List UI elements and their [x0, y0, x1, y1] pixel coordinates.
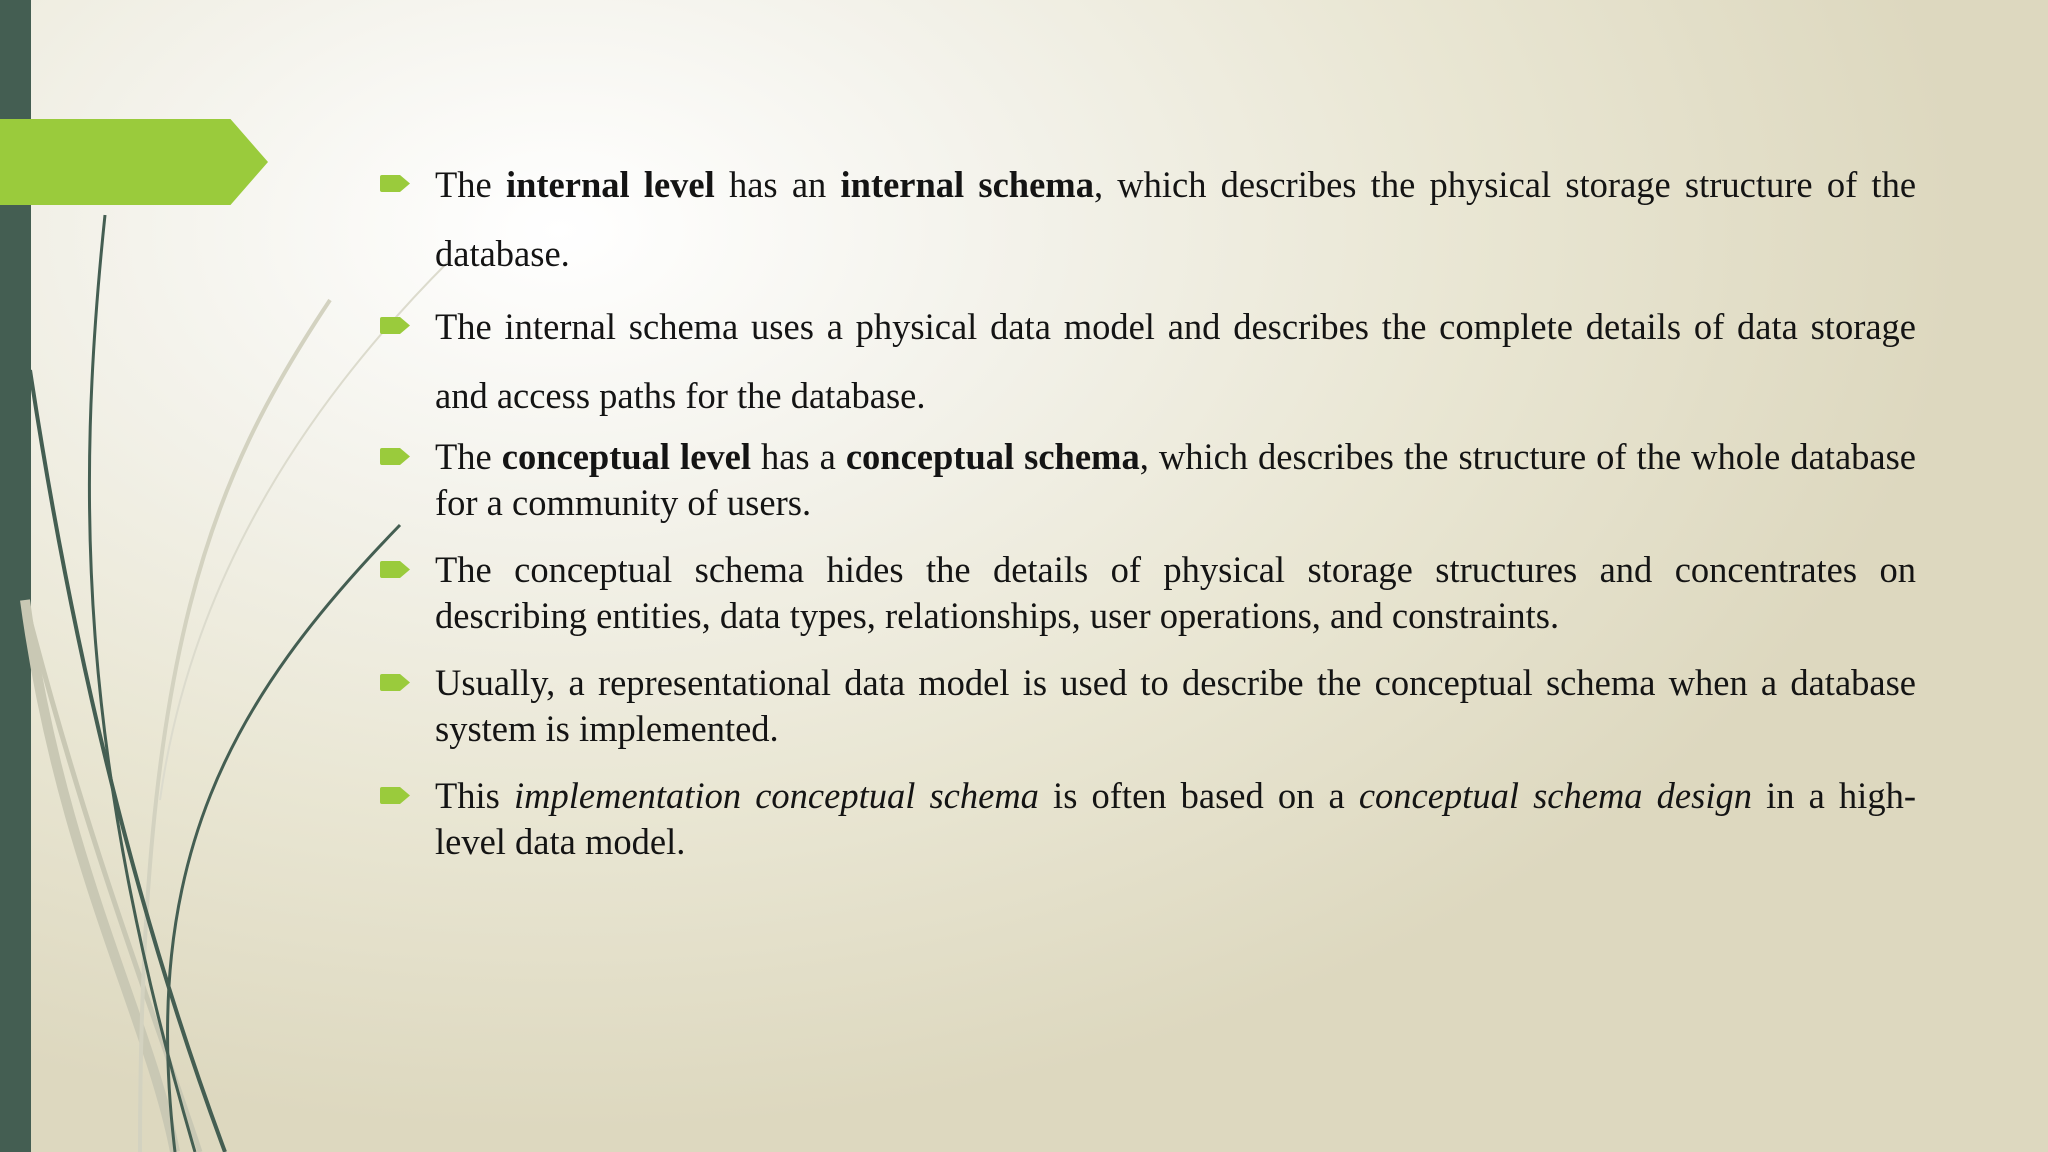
list-item: [380, 660, 1916, 752]
bullet-text: The internal level has an internal schema, which describes the physical storage structure of the database.: [435, 164, 1917, 274]
list-item: [380, 150, 1916, 288]
bullet-text: The conceptual schema hides the details of physical storage structures and concentrates on describing entities, data types, relationships, user operations, and constraints.: [435, 549, 1916, 636]
right-arrow-bullet-icon: [380, 317, 410, 334]
right-arrow-bullet-icon: [380, 787, 410, 804]
bullet-list: [380, 150, 1916, 886]
bullet-text: The conceptual level has a conceptual schema, which describes the structure of the whole database for a community of users.: [435, 436, 1916, 523]
right-arrow-bullet-icon: [380, 448, 410, 465]
list-item: [380, 434, 1916, 526]
bullet-text: The internal schema uses a physical data model and describes the complete details of data storage and access paths for the database.: [435, 306, 1916, 416]
right-arrow-bullet-icon: [380, 561, 410, 578]
list-item: [380, 773, 1916, 865]
bullet-text: This implementation conceptual schema is often based on a conceptual schema design in a high-level data model.: [435, 775, 1916, 862]
bullet-text: Usually, a representational data model is used to describe the conceptual schema when a database system is implemented.: [435, 662, 1916, 749]
list-item: [380, 292, 1916, 430]
list-item: [380, 547, 1916, 639]
title-arrow-tab: [0, 119, 268, 205]
right-arrow-bullet-icon: [380, 674, 410, 691]
right-arrow-bullet-icon: [380, 175, 410, 192]
